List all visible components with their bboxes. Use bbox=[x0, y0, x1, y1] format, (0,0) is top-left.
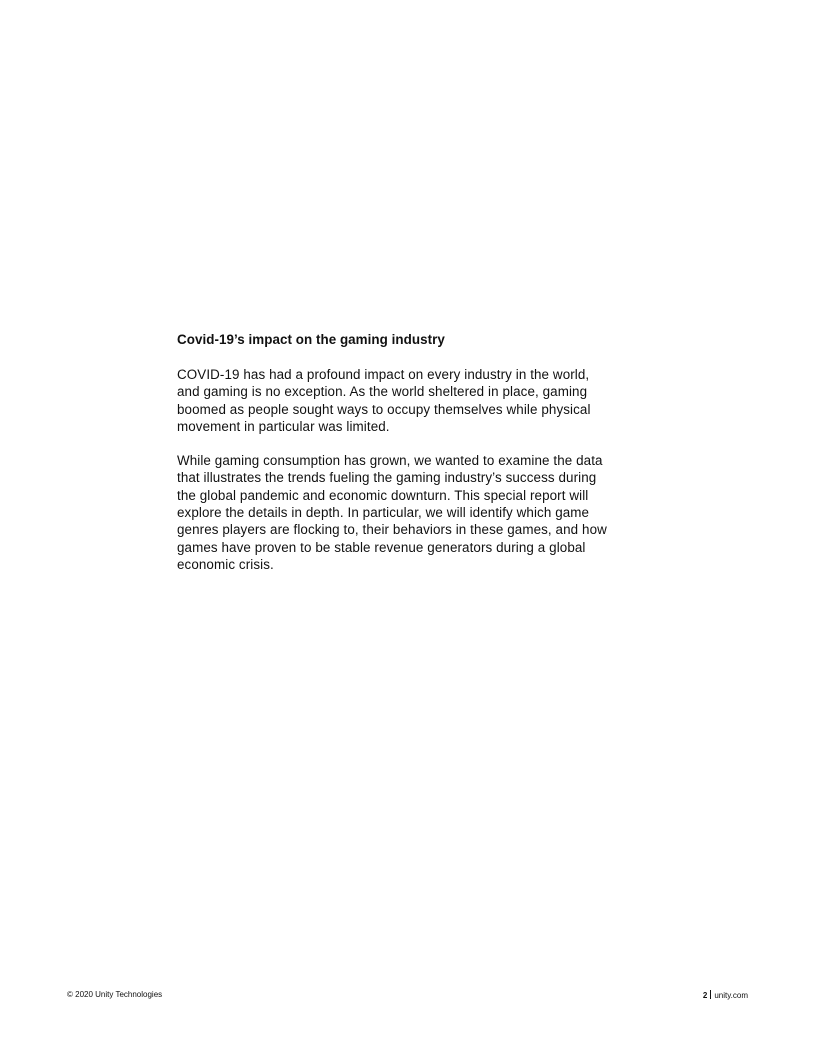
paragraph-line: explore the details in depth. In particular, we will identify which game bbox=[177, 505, 590, 521]
footer-copyright: © 2020 Unity Technologies bbox=[67, 990, 163, 999]
paragraph-line: movement in particular was limited. bbox=[177, 418, 390, 434]
website-link[interactable]: unity.com bbox=[714, 991, 748, 1000]
paragraph-line: COVID-19 has had a profound impact on every industry in the world, bbox=[177, 367, 590, 382]
paragraph-line: economic crisis. bbox=[177, 556, 274, 572]
paragraph-line: boomed as people sought ways to occupy themselves while physical bbox=[177, 401, 591, 417]
paragraph-line: genres players are flocking to, their behaviors in these games, and how bbox=[177, 522, 607, 538]
paragraph-line: and gaming is no exception. As the world sheltered in place, gaming bbox=[177, 384, 588, 400]
page-number: 2 bbox=[702, 991, 708, 1000]
paragraph-line: the global pandemic and economic downturn. This special report will bbox=[177, 487, 589, 503]
section-heading: Covid-19’s impact on the gaming industry bbox=[177, 332, 445, 347]
footer-page-info bbox=[703, 990, 748, 1001]
paragraph-line: that illustrates the trends fueling the gaming industry’s success during bbox=[177, 470, 597, 486]
paragraph-report-scope bbox=[177, 452, 647, 573]
paragraph-line: games have proven to be stable revenue generators during a global bbox=[177, 539, 586, 555]
paragraph-line: While gaming consumption has grown, we wanted to examine the data bbox=[177, 453, 603, 469]
paragraph-intro bbox=[177, 366, 647, 435]
main-content bbox=[177, 331, 647, 590]
footer-divider bbox=[710, 990, 711, 999]
